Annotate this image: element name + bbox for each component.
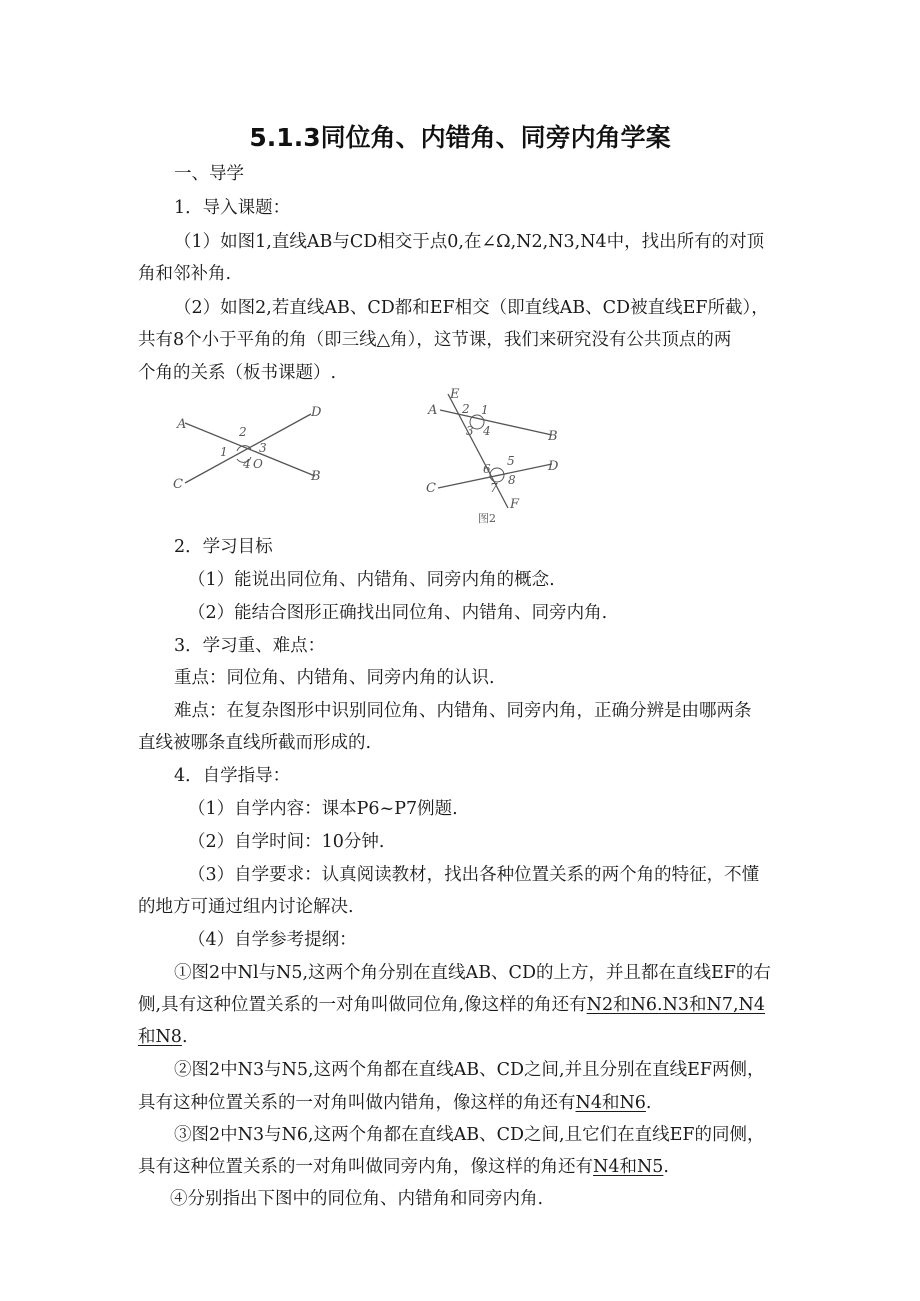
outline-2-text: 具有这种位置关系的一对角叫做内错角，像这样的角还有 — [138, 1093, 576, 1113]
label-d: D — [548, 459, 559, 474]
outline-3-line1: ③图2中N3与N6,这两个角都在直线AB、CD之间,且它们在直线EF的同侧， — [174, 1125, 765, 1145]
section-heading: 一、导学 — [174, 164, 244, 184]
angle-label-2: 2 — [462, 402, 470, 416]
outline-3-text: 具有这种位置关系的一对角叫做同旁内角，像这样的角还有 — [138, 1157, 593, 1177]
angle-label-1: 1 — [220, 445, 228, 459]
outline-1-text: 侧,具有这种位置关系的一对角叫做同位角,像这样的角还有 — [138, 995, 587, 1015]
label-d: D — [311, 405, 322, 420]
item1-p1-line2: 角和邻补角. — [138, 264, 232, 284]
angle-label-4: 4 — [243, 457, 251, 471]
outline-1-line1: ①图2中Nl与N5,这两个角分别在直线AB、CD的上方，并且都在直线EF的右 — [174, 963, 771, 983]
line-ef — [448, 394, 508, 508]
angle-label-2: 2 — [239, 425, 247, 439]
difficulty-line2: 直线被哪条直线所截而形成的. — [138, 733, 372, 753]
outline-3-line2 — [138, 1155, 669, 1179]
label-a: A — [177, 417, 187, 432]
item1-p2-line2: 共有8个小于平角的角（即三线△角），这节课，我们来研究没有公共顶点的两 — [138, 330, 732, 350]
label-c: C — [426, 481, 436, 496]
outline-1-answer: N2和N6.N3和N7,N4 — [586, 995, 765, 1015]
study-time: （2）自学时间：10分钟. — [188, 832, 385, 852]
goal-2: （2）能结合图形正确找出同位角、内错角、同旁内角. — [188, 603, 608, 623]
figure-1 — [165, 398, 330, 498]
angle-label-5: 5 — [507, 454, 515, 468]
label-a: A — [428, 403, 438, 418]
angle-label-1: 1 — [481, 403, 489, 417]
item1-heading: 1．导入课题： — [174, 198, 291, 218]
item3-heading: 3．学习重、难点： — [174, 636, 326, 656]
item4-heading: 4．自学指导： — [174, 766, 291, 786]
item1-p2-line1: （2）如图2,若直线AB、CD都和EF相交（即直线AB、CD被直线EF所截）， — [174, 298, 769, 318]
study-content: （1）自学内容：课本P6~P7例题. — [188, 799, 458, 819]
figure-2 — [420, 380, 580, 528]
angle-label-4: 4 — [483, 424, 491, 438]
label-e: E — [450, 387, 460, 402]
outline-1-line2 — [138, 993, 765, 1017]
difficulty-line1: 难点：在复杂图形中识别同位角、内错角、同旁内角，正确分辨是由哪两条 — [174, 701, 752, 721]
goal-1: （1）能说出同位角、内错角、同旁内角的概念. — [188, 570, 555, 590]
angle-label-6: 6 — [483, 462, 491, 476]
label-c: C — [173, 477, 183, 492]
item1-p1-line1: （1）如图1,直线AB与CD相交于点0,在∠Ω,N2,N3,N4中，找出所有的对顶 — [174, 232, 765, 252]
label-b: B — [311, 469, 321, 484]
outline-2-period: . — [645, 1093, 652, 1113]
key-point: 重点：同位角、内错角、同旁内角的认识. — [174, 668, 495, 688]
outline-4: ④分别指出下图中的同位角、内错角和同旁内角. — [170, 1189, 544, 1209]
page-title: 5.1.3同位角、内错角、同旁内角学案 — [249, 123, 671, 152]
figure-2-caption: 图2 — [478, 512, 496, 525]
study-requirement-line2: 的地方可通过组内讨论解决. — [138, 897, 354, 917]
outline-1-period: . — [181, 1027, 188, 1047]
study-outline-heading: （4）自学参考提纲： — [188, 930, 357, 950]
item1-p2-line3: 个角的关系（板书课题）. — [138, 363, 337, 383]
outline-1-answer-cont: 和N8 — [138, 1027, 182, 1047]
label-f: F — [510, 497, 520, 512]
label-o: O — [253, 457, 263, 471]
line-ab — [440, 410, 552, 435]
outline-2-line2 — [138, 1091, 651, 1115]
outline-3-period: . — [663, 1157, 669, 1177]
outline-2-answer: N4和N6 — [575, 1093, 646, 1113]
line-cd — [185, 414, 311, 483]
angle-label-3: 3 — [259, 441, 267, 455]
study-requirement-line1: （3）自学要求：认真阅读教材，找出各种位置关系的两个角的特征，不懂 — [188, 865, 760, 885]
outline-2-line1: ②图2中N3与N5,这两个角都在直线AB、CD之间,并且分别在直线EF两侧， — [174, 1060, 765, 1080]
angle-label-7: 7 — [490, 481, 498, 495]
angle-label-3: 3 — [466, 424, 474, 438]
item2-heading: 2．学习目标 — [174, 537, 273, 557]
angle-label-8: 8 — [508, 473, 516, 487]
label-b: B — [548, 429, 558, 444]
outline-3-answer: N4和N5 — [593, 1157, 664, 1177]
outline-1-line3 — [138, 1025, 188, 1049]
